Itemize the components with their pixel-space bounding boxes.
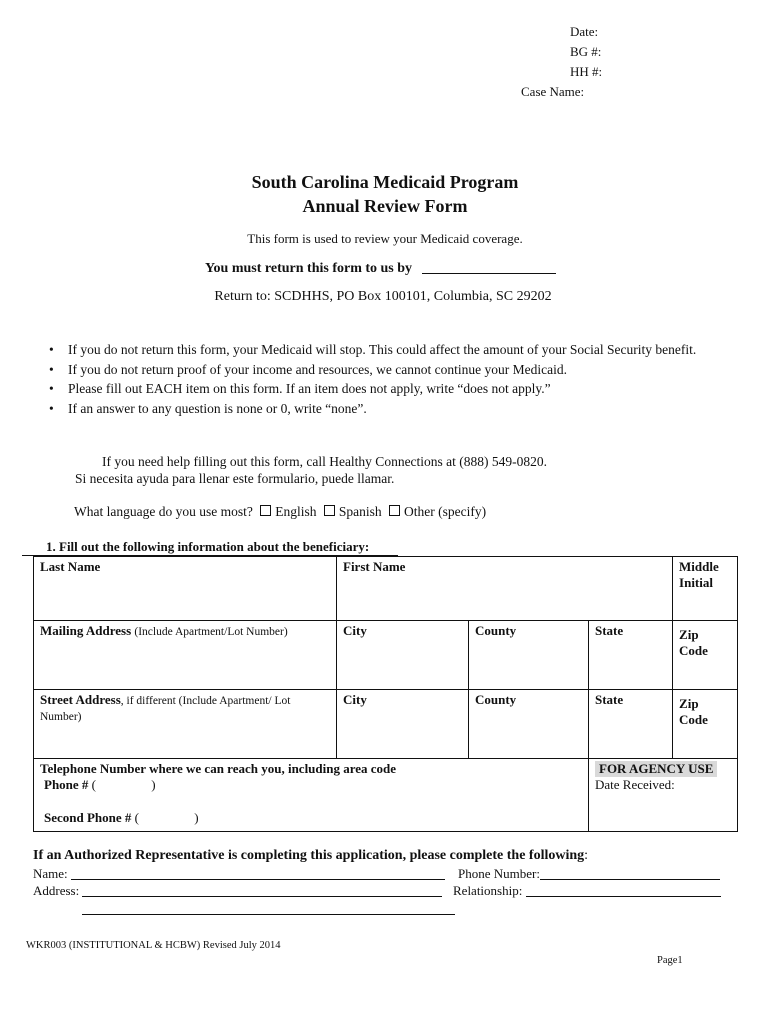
county-label: County (475, 623, 517, 638)
street-city-cell[interactable] (337, 690, 469, 759)
english-option-label: English (275, 504, 317, 519)
auth-rep-address-blank[interactable] (82, 884, 442, 897)
auth-rep-name-label: Name: (33, 866, 68, 881)
spanish-option-label: Spanish (338, 504, 382, 519)
page-number: Page1 (657, 955, 683, 966)
auth-rep-relationship-blank[interactable] (526, 884, 721, 897)
phone-row (44, 777, 582, 793)
mailing-city-cell[interactable] (337, 621, 469, 690)
middle-initial-label-2: Initial (679, 575, 713, 590)
mailing-zip-cell[interactable] (673, 621, 738, 690)
auth-rep-name-blank[interactable] (71, 867, 445, 880)
mailing-county-cell[interactable] (469, 621, 589, 690)
table-row (34, 557, 738, 621)
form-id: WKR003 (INSTITUTIONAL & HCBW) Revised July 2014 (26, 940, 281, 951)
middle-initial-label-1: Middle (679, 559, 719, 574)
auth-rep-address-row (33, 883, 442, 899)
zip-label-2: Code (679, 712, 708, 727)
hh-number-label: HH #: (570, 64, 603, 79)
city-label: City (343, 623, 367, 638)
section1-heading: 1. Fill out the following information about the beneficiary: (46, 539, 370, 554)
list-item: • Please fill out EACH item on this form. If an item does not apply, write “does not apply.” (46, 379, 736, 399)
return-by-text: You must return this form to us by (205, 261, 413, 276)
phone-paren: ( ) (91, 777, 156, 792)
auth-rep-address-label: Address: (33, 883, 80, 898)
return-by-line (205, 261, 556, 277)
auth-rep-phone-label: Phone Number: (458, 866, 540, 881)
city-label: City (343, 692, 367, 707)
street-state-cell[interactable] (589, 690, 673, 759)
language-question-row (74, 504, 486, 520)
other-option-label: Other (specify) (404, 504, 487, 519)
second-phone-paren: ( ) (134, 810, 199, 825)
phone-label: Phone # (44, 777, 89, 792)
case-name-label: Case Name: (521, 84, 585, 99)
state-label: State (595, 692, 624, 707)
mailing-address-cell[interactable] (34, 621, 337, 690)
state-label: State (595, 623, 624, 638)
street-zip-cell[interactable] (673, 690, 738, 759)
zip-label-2: Code (679, 643, 708, 658)
auth-rep-name-row (33, 866, 445, 882)
list-item: • If you do not return this form, your Medicaid will stop. This could affect the amount of your Social Security benefit. (46, 340, 736, 360)
table-row (34, 690, 738, 759)
page-subtitle: Annual Review Form (302, 196, 468, 216)
help-english: If you need help filling out this form, call Healthy Connections at (888) 549-0820. (102, 454, 548, 469)
county-label: County (475, 692, 517, 707)
list-item: • If you do not return proof of your income and resources, we cannot continue your Medicaid. (46, 360, 736, 380)
last-name-cell[interactable] (34, 557, 337, 621)
spanish-checkbox[interactable] (324, 505, 335, 516)
bg-number-label: BG #: (570, 44, 602, 59)
beneficiary-table (33, 556, 738, 832)
street-address-note: , if different (Include Apartment/ Lot Number) (40, 695, 291, 723)
first-name-cell[interactable] (337, 557, 673, 621)
auth-rep-relationship-label: Relationship: (453, 883, 523, 898)
telephone-cell[interactable] (34, 759, 589, 832)
table-row (34, 621, 738, 690)
auth-rep-heading: If an Authorized Representative is completing this application, please complete the following (33, 848, 585, 863)
telephone-label: Telephone Number where we can reach you, including area code (40, 761, 397, 776)
instructions-list (46, 340, 736, 418)
auth-rep-address-line2[interactable] (82, 901, 455, 917)
list-item: • If an answer to any question is none or 0, write “none”. (46, 399, 736, 419)
auth-rep-phone-blank[interactable] (540, 867, 720, 880)
middle-initial-cell[interactable] (673, 557, 738, 621)
date-label: Date: (570, 24, 599, 39)
mailing-address-note: (Include Apartment/Lot Number) (134, 626, 288, 638)
second-phone-label: Second Phone # (44, 810, 132, 825)
street-address-cell[interactable] (34, 690, 337, 759)
auth-rep-relationship-row (453, 883, 721, 899)
agency-use-label: FOR AGENCY USE (595, 761, 717, 777)
street-address-label: Street Address (40, 692, 121, 707)
page-title: South Carolina Medicaid Program (251, 172, 519, 192)
date-received-label: Date Received: (595, 777, 675, 792)
language-question: What language do you use most? (74, 504, 253, 519)
help-spanish: Si necesita ayuda para llenar este formulario, puede llamar. (75, 471, 395, 486)
other-checkbox[interactable] (389, 505, 400, 516)
return-address: Return to: SCDHHS, PO Box 100101, Columbia, SC 29202 (214, 289, 552, 304)
street-county-cell[interactable] (469, 690, 589, 759)
agency-use-cell (589, 759, 738, 832)
last-name-label: Last Name (40, 559, 101, 574)
english-checkbox[interactable] (260, 505, 271, 516)
mailing-address-label: Mailing Address (40, 623, 132, 638)
return-by-blank[interactable] (422, 261, 556, 274)
mailing-state-cell[interactable] (589, 621, 673, 690)
auth-rep-heading-row: If an Authorized Representative is completing this application, please complete the following: (33, 848, 589, 863)
auth-rep-phone-row (458, 866, 720, 882)
form-purpose: This form is used to review your Medicaid coverage. (247, 231, 523, 246)
first-name-label: First Name (343, 559, 406, 574)
second-phone-row (44, 810, 582, 826)
zip-label-1: Zip (679, 696, 699, 711)
section1-heading-wrap (22, 539, 398, 556)
table-row (34, 759, 738, 832)
zip-label-1: Zip (679, 627, 699, 642)
